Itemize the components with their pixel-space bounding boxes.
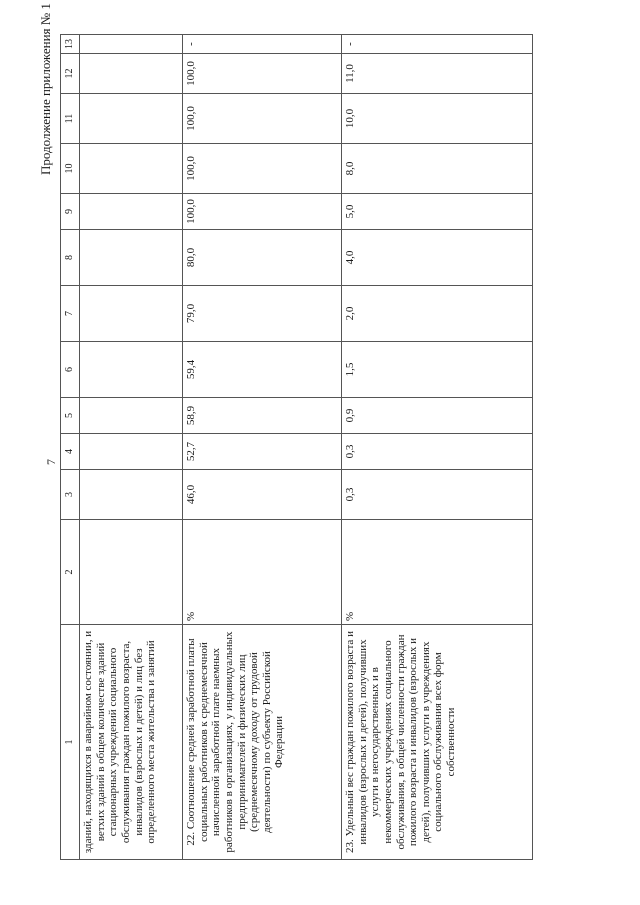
- table-row: [342, 35, 533, 860]
- value-cell: [80, 398, 183, 434]
- column-header: 2: [61, 520, 80, 625]
- page-number: 7: [44, 459, 58, 465]
- value-cell: 100,0: [183, 194, 342, 230]
- unit-cell: %: [342, 520, 533, 625]
- value-cell: 100,0: [183, 94, 342, 144]
- indicator-text: 23. Удельный вес граждан пожилого возраста и инвалидов (взрослых и детей), получивших услуги в негосударственных и в некоммерческих учреждениях социального обслуживания, в общей численности граждан пожилого возраста и инвалидов (взрослых и детей), получивших услуги в учреждениях социального обслуживания всех форм собственности: [342, 625, 533, 860]
- value-cell: 0,3: [342, 470, 533, 520]
- column-header: 8: [61, 230, 80, 286]
- table-row: [80, 35, 183, 860]
- value-cell: [80, 286, 183, 342]
- value-cell: [80, 230, 183, 286]
- column-header: 12: [61, 54, 80, 94]
- value-cell: 8,0: [342, 144, 533, 194]
- value-cell: 79,0: [183, 286, 342, 342]
- indicator-text: 22. Соотношение средней заработной платы социальных работников к среднемесячной начисленной заработной плате наемных работников в организациях, у индивидуальных предпринимателей и физических лиц (среднемесячному доходу от трудовой деятельности) по субъекту Российской Федерации: [183, 625, 342, 860]
- appendix-title: Продолжение приложения № 1: [38, 3, 53, 175]
- value-cell: -: [342, 35, 533, 54]
- column-header: 6: [61, 342, 80, 398]
- value-cell: 52,7: [183, 434, 342, 470]
- value-cell: 2,0: [342, 286, 533, 342]
- value-cell: -: [183, 35, 342, 54]
- value-cell: 0,9: [342, 398, 533, 434]
- value-cell: 100,0: [183, 144, 342, 194]
- value-cell: [80, 35, 183, 54]
- value-cell: 5,0: [342, 194, 533, 230]
- value-cell: [80, 144, 183, 194]
- column-header: 13: [61, 35, 80, 54]
- column-header: 4: [61, 434, 80, 470]
- value-cell: [80, 94, 183, 144]
- value-cell: [80, 470, 183, 520]
- value-cell: 46,0: [183, 470, 342, 520]
- value-cell: 1,5: [342, 342, 533, 398]
- indicators-table: [60, 34, 533, 860]
- column-header: 5: [61, 398, 80, 434]
- value-cell: 100,0: [183, 54, 342, 94]
- column-number-row: [61, 35, 80, 860]
- table-row: [183, 35, 342, 860]
- value-cell: [80, 342, 183, 398]
- value-cell: 0,3: [342, 434, 533, 470]
- column-header: 1: [61, 625, 80, 860]
- unit-cell: %: [183, 520, 342, 625]
- value-cell: [80, 194, 183, 230]
- value-cell: [80, 54, 183, 94]
- value-cell: 59,4: [183, 342, 342, 398]
- value-cell: 4,0: [342, 230, 533, 286]
- value-cell: 80,0: [183, 230, 342, 286]
- indicator-text: зданий, находящихся в аварийном состоянии, и ветхих зданий в общем количестве зданий стационарных учреждений социального обслуживания граждан пожилого возраста, инвалидов (взрослых и детей) и лиц без определенного места жительства и занятий: [80, 625, 183, 860]
- value-cell: [80, 434, 183, 470]
- column-header: 10: [61, 144, 80, 194]
- column-header: 3: [61, 470, 80, 520]
- value-cell: 58,9: [183, 398, 342, 434]
- value-cell: 10,0: [342, 94, 533, 144]
- column-header: 9: [61, 194, 80, 230]
- column-header: 7: [61, 286, 80, 342]
- value-cell: 11,0: [342, 54, 533, 94]
- column-header: 11: [61, 94, 80, 144]
- unit-cell: [80, 520, 183, 625]
